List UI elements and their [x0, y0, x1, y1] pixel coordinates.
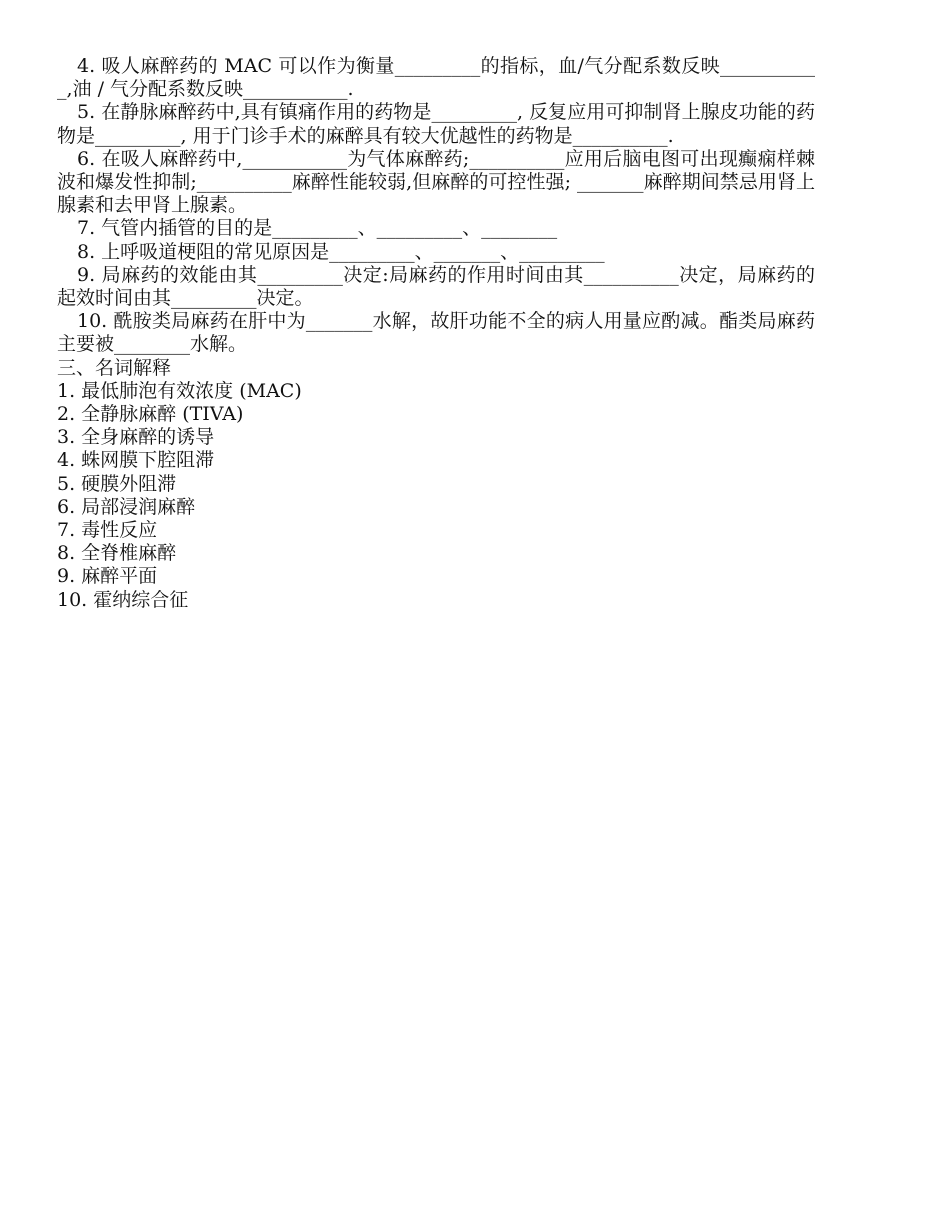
question-7: 7. 气管内插管的目的是_________、_________、________	[77, 217, 558, 240]
term-item: 1. 最低肺泡有效浓度 (MAC)	[57, 379, 302, 402]
question-5: 5. 在静脉麻醉药中,具有镇痛作用的药物是_________, 反复应用可抑制肾上腺皮功能的药物是_________, 用于门诊手术的麻醉具有较大优越性的药物是__________.	[57, 101, 815, 147]
document-page	[57, 55, 815, 612]
question-8: 8. 上呼吸道梗阻的常见原因是_________、_______、_________	[77, 240, 605, 263]
term-item: 6. 局部浸润麻醉	[57, 495, 196, 518]
question-10: 10. 酰胺类局麻药在肝中为_______水解，故肝功能不全的病人用量应酌减。酯类局麻药主要被________水解。	[57, 310, 815, 356]
term-list	[57, 380, 815, 612]
term-item: 4. 蛛网膜下腔阻滞	[57, 449, 215, 472]
term-item: 9. 麻醉平面	[57, 565, 158, 588]
term-item: 8. 全脊椎麻醉	[57, 542, 177, 565]
question-6: 6. 在吸人麻醉药中,___________为气体麻醉药;__________应用后脑电图可出现癫痫样棘波和爆发性抑制;__________麻醉性能较弱,但麻醉的可控性强; _______麻醉期间禁忌用肾上腺素和去甲肾上腺素。	[57, 147, 815, 217]
term-item: 2. 全静脉麻醉 (TIVA)	[57, 403, 244, 426]
section-title: 三、名词解释	[57, 356, 172, 379]
fill-in-questions	[57, 55, 815, 357]
question-4: 4. 吸人麻醉药的 MAC 可以作为衡量_________的指标，血/气分配系数反映___________,油 / 气分配系数反映___________.	[57, 55, 815, 101]
term-item: 7. 毒性反应	[57, 519, 158, 542]
term-item: 5. 硬膜外阻滞	[57, 472, 177, 495]
term-item: 3. 全身麻醉的诱导	[57, 426, 215, 449]
question-9: 9. 局麻药的效能由其_________决定:局麻药的作用时间由其__________决定，局麻药的起效时间由其_________决定。	[57, 263, 815, 310]
term-item: 10. 霍纳综合征	[57, 588, 189, 611]
